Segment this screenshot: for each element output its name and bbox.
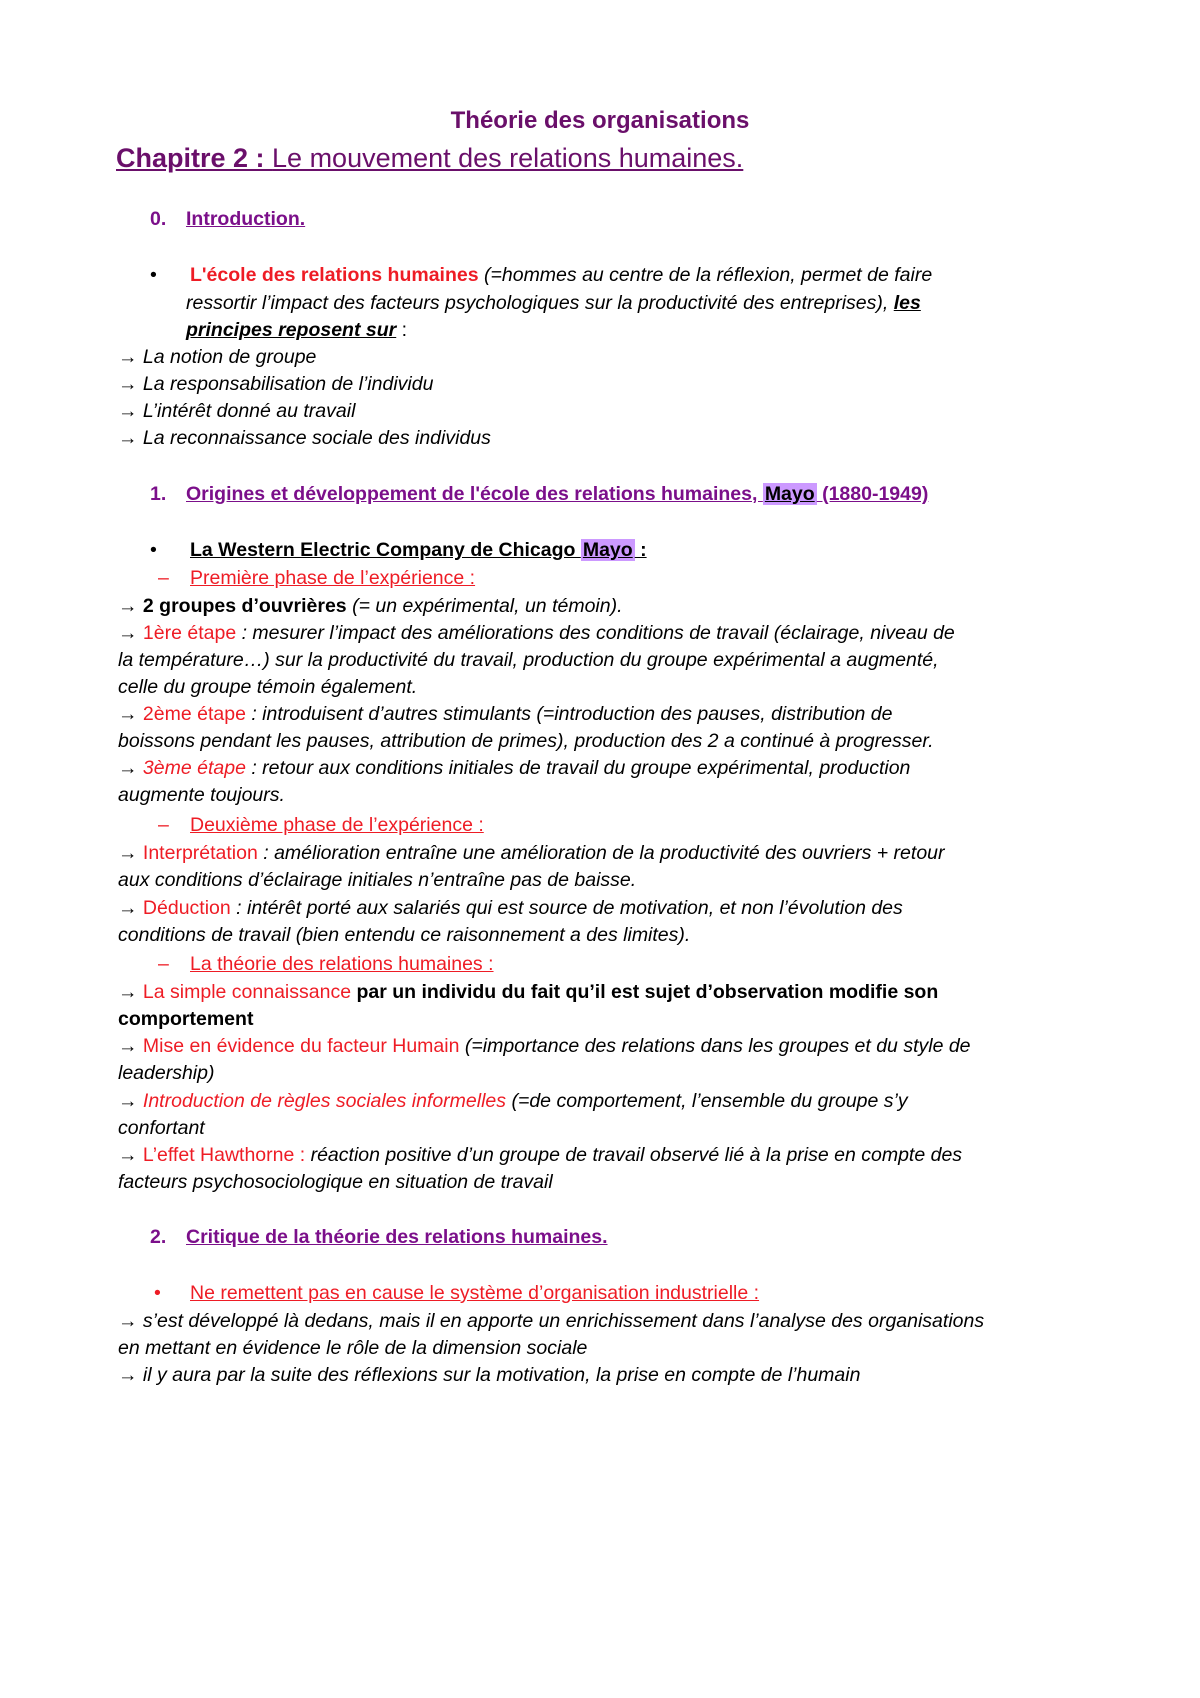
step-3-text-1: : retour aux conditions initiales de travail du groupe expérimental, production bbox=[245, 757, 911, 779]
theory-3-text-1: (=de comportement, l’ensemble du groupe s’y bbox=[506, 1090, 908, 1112]
theory-1-line-1 bbox=[118, 979, 938, 1005]
intro-desc-3b: : bbox=[396, 319, 408, 341]
critique-line-1: → s’est développé là dedans, mais il en apporte un enrichissement dans l’analyse des organisations bbox=[118, 1310, 985, 1332]
step-1-label: 1ère étape bbox=[142, 622, 237, 644]
step-3-line-2: augmente toujours. bbox=[118, 784, 285, 806]
theory-heading bbox=[150, 951, 494, 977]
theory-3-line-2: confortant bbox=[118, 1117, 205, 1139]
step-1-line-1 bbox=[118, 620, 955, 646]
company-line bbox=[150, 537, 647, 563]
intro-desc-2: ressortir l’impact des facteurs psychologiques sur la productivité des entreprises), bbox=[186, 292, 894, 314]
theory-4-text-1: réaction positive d’un groupe de travail observé lié à la prise en compte des bbox=[305, 1144, 963, 1166]
section-1-title-a: Origines et développement de l'école des relations humaines, bbox=[186, 483, 763, 505]
interp-line-2: aux conditions d’éclairage initiales n’entraîne pas de baisse. bbox=[118, 869, 637, 891]
theory-2-line-2: leadership) bbox=[118, 1062, 215, 1084]
theory-4-line-2: facteurs psychosociologique en situation de travail bbox=[118, 1171, 553, 1193]
arrow-icon: → bbox=[118, 1144, 143, 1166]
interp-text-1: : amélioration entraîne une amélioration de la productivité des ouvriers + retour bbox=[257, 842, 945, 864]
arrow-icon: → bbox=[118, 897, 143, 919]
step-1-text-1: : mesurer l’impact des améliorations des conditions de travail (éclairage, niveau de bbox=[236, 622, 955, 644]
intro-item-4: → La reconnaissance sociale des individus bbox=[118, 427, 491, 449]
arrow-icon: → bbox=[118, 981, 143, 1003]
step-2-line-1 bbox=[118, 701, 893, 727]
step-1-line-2: la température…) sur la productivité du travail, production du groupe expérimental a augmenté, bbox=[118, 649, 939, 671]
interp-line-1 bbox=[118, 840, 945, 866]
intro-bullet-line-3 bbox=[186, 317, 407, 343]
phase-2-title: Deuxième phase de l’expérience : bbox=[190, 814, 484, 836]
theory-3-line-1 bbox=[118, 1088, 908, 1114]
section-0-number: 0. bbox=[150, 208, 167, 230]
critique-subhead-text: Ne remettent pas en cause le système d’organisation industrielle : bbox=[190, 1282, 760, 1304]
section-2-title: Critique de la théorie des relations humaines. bbox=[186, 1226, 608, 1248]
chapter-text: Le mouvement des relations humaines. bbox=[272, 143, 744, 173]
section-0-heading bbox=[150, 206, 305, 232]
step-3-label: 3ème étape bbox=[142, 757, 246, 779]
intro-item-2: → La responsabilisation de l’individu bbox=[118, 373, 434, 395]
theory-title: La théorie des relations humaines : bbox=[190, 953, 494, 975]
critique-subhead bbox=[150, 1280, 759, 1306]
theory-1-text-1: par un individu du fait qu’il est sujet d’observation modifie son bbox=[351, 981, 939, 1003]
arrow-icon: → bbox=[118, 595, 143, 617]
section-2-heading bbox=[150, 1224, 608, 1250]
groups-bold: 2 groupes d’ouvrières bbox=[142, 595, 347, 617]
intro-lead: L'école des relations humaines bbox=[190, 264, 479, 286]
theory-4-line-1 bbox=[118, 1142, 962, 1168]
section-1-number: 1. bbox=[150, 483, 167, 505]
intro-desc-2b: les bbox=[893, 292, 921, 314]
section-1-title-mayo: Mayo bbox=[764, 483, 815, 505]
arrow-icon: → bbox=[118, 703, 143, 725]
section-1-title-b: (1880-1949) bbox=[816, 483, 929, 505]
phase-1-heading bbox=[150, 565, 475, 591]
bullet-icon: • bbox=[150, 264, 157, 286]
intro-item-1: → La notion de groupe bbox=[118, 346, 317, 368]
phase-2-heading bbox=[150, 812, 484, 838]
company-b: : bbox=[634, 539, 647, 561]
company-a: La Western Electric Company de Chicago bbox=[190, 539, 581, 561]
step-2-line-2: boissons pendant les pauses, attribution de primes), production des 2 a continué à progresser. bbox=[118, 730, 934, 752]
section-0-title: Introduction. bbox=[186, 208, 306, 230]
arrow-icon: → bbox=[118, 1090, 143, 1112]
theory-2-text-1: (=importance des relations dans les groupes et du style de bbox=[459, 1035, 971, 1057]
intro-desc-3a: principes reposent sur bbox=[186, 319, 397, 341]
deduc-line-1 bbox=[118, 895, 903, 921]
intro-item-3: → L’intérêt donné au travail bbox=[118, 400, 356, 422]
arrow-icon: → bbox=[118, 1035, 143, 1057]
document-title: Théorie des organisations bbox=[450, 107, 750, 134]
step-1-line-3: celle du groupe témoin également. bbox=[118, 676, 418, 698]
groups-rest: (= un expérimental, un témoin). bbox=[346, 595, 623, 617]
theory-3-label: Introduction de règles sociales informelles bbox=[142, 1090, 507, 1112]
arrow-icon: → bbox=[118, 842, 143, 864]
critique-line-2: en mettant en évidence le rôle de la dimension sociale bbox=[118, 1337, 588, 1359]
deduc-line-2: conditions de travail (bien entendu ce raisonnement a des limites). bbox=[118, 924, 691, 946]
deduc-text-1: : intérêt porté aux salariés qui est source de motivation, et non l’évolution des bbox=[230, 897, 903, 919]
arrow-icon: → bbox=[118, 757, 143, 779]
dash-icon: – bbox=[158, 814, 169, 836]
phase-1-groups bbox=[118, 593, 623, 619]
intro-desc-1: (=hommes au centre de la réflexion, permet de faire bbox=[478, 264, 933, 286]
arrow-icon: → bbox=[118, 622, 143, 644]
bullet-icon: • bbox=[154, 1282, 161, 1304]
phase-1-title: Première phase de l’expérience : bbox=[190, 567, 476, 589]
theory-2-label: Mise en évidence du facteur Humain bbox=[142, 1035, 460, 1057]
deduc-label: Déduction bbox=[142, 897, 231, 919]
dash-icon: – bbox=[158, 953, 169, 975]
step-2-text-1: : introduisent d’autres stimulants (=introduction des pauses, distribution de bbox=[245, 703, 893, 725]
step-2-label: 2ème étape bbox=[142, 703, 246, 725]
theory-2-line-1 bbox=[118, 1033, 971, 1059]
section-1-heading bbox=[150, 481, 928, 507]
chapter-prefix: Chapitre 2 : bbox=[116, 143, 273, 173]
chapter-title bbox=[116, 143, 743, 174]
theory-1-line-2: comportement bbox=[118, 1008, 254, 1030]
interp-label: Interprétation bbox=[142, 842, 258, 864]
intro-bullet-line-2 bbox=[186, 290, 921, 316]
intro-bullet-line-1 bbox=[150, 262, 932, 288]
company-mayo: Mayo bbox=[582, 539, 633, 561]
theory-1-label: La simple connaissance bbox=[142, 981, 352, 1003]
bullet-icon: • bbox=[150, 539, 157, 561]
step-3-line-1 bbox=[118, 755, 910, 781]
critique-line-3: → il y aura par la suite des réflexions sur la motivation, la prise en compte de l’humain bbox=[118, 1364, 861, 1386]
dash-icon: – bbox=[158, 567, 169, 589]
section-2-number: 2. bbox=[150, 1226, 167, 1248]
theory-4-label: L’effet Hawthorne : bbox=[142, 1144, 306, 1166]
